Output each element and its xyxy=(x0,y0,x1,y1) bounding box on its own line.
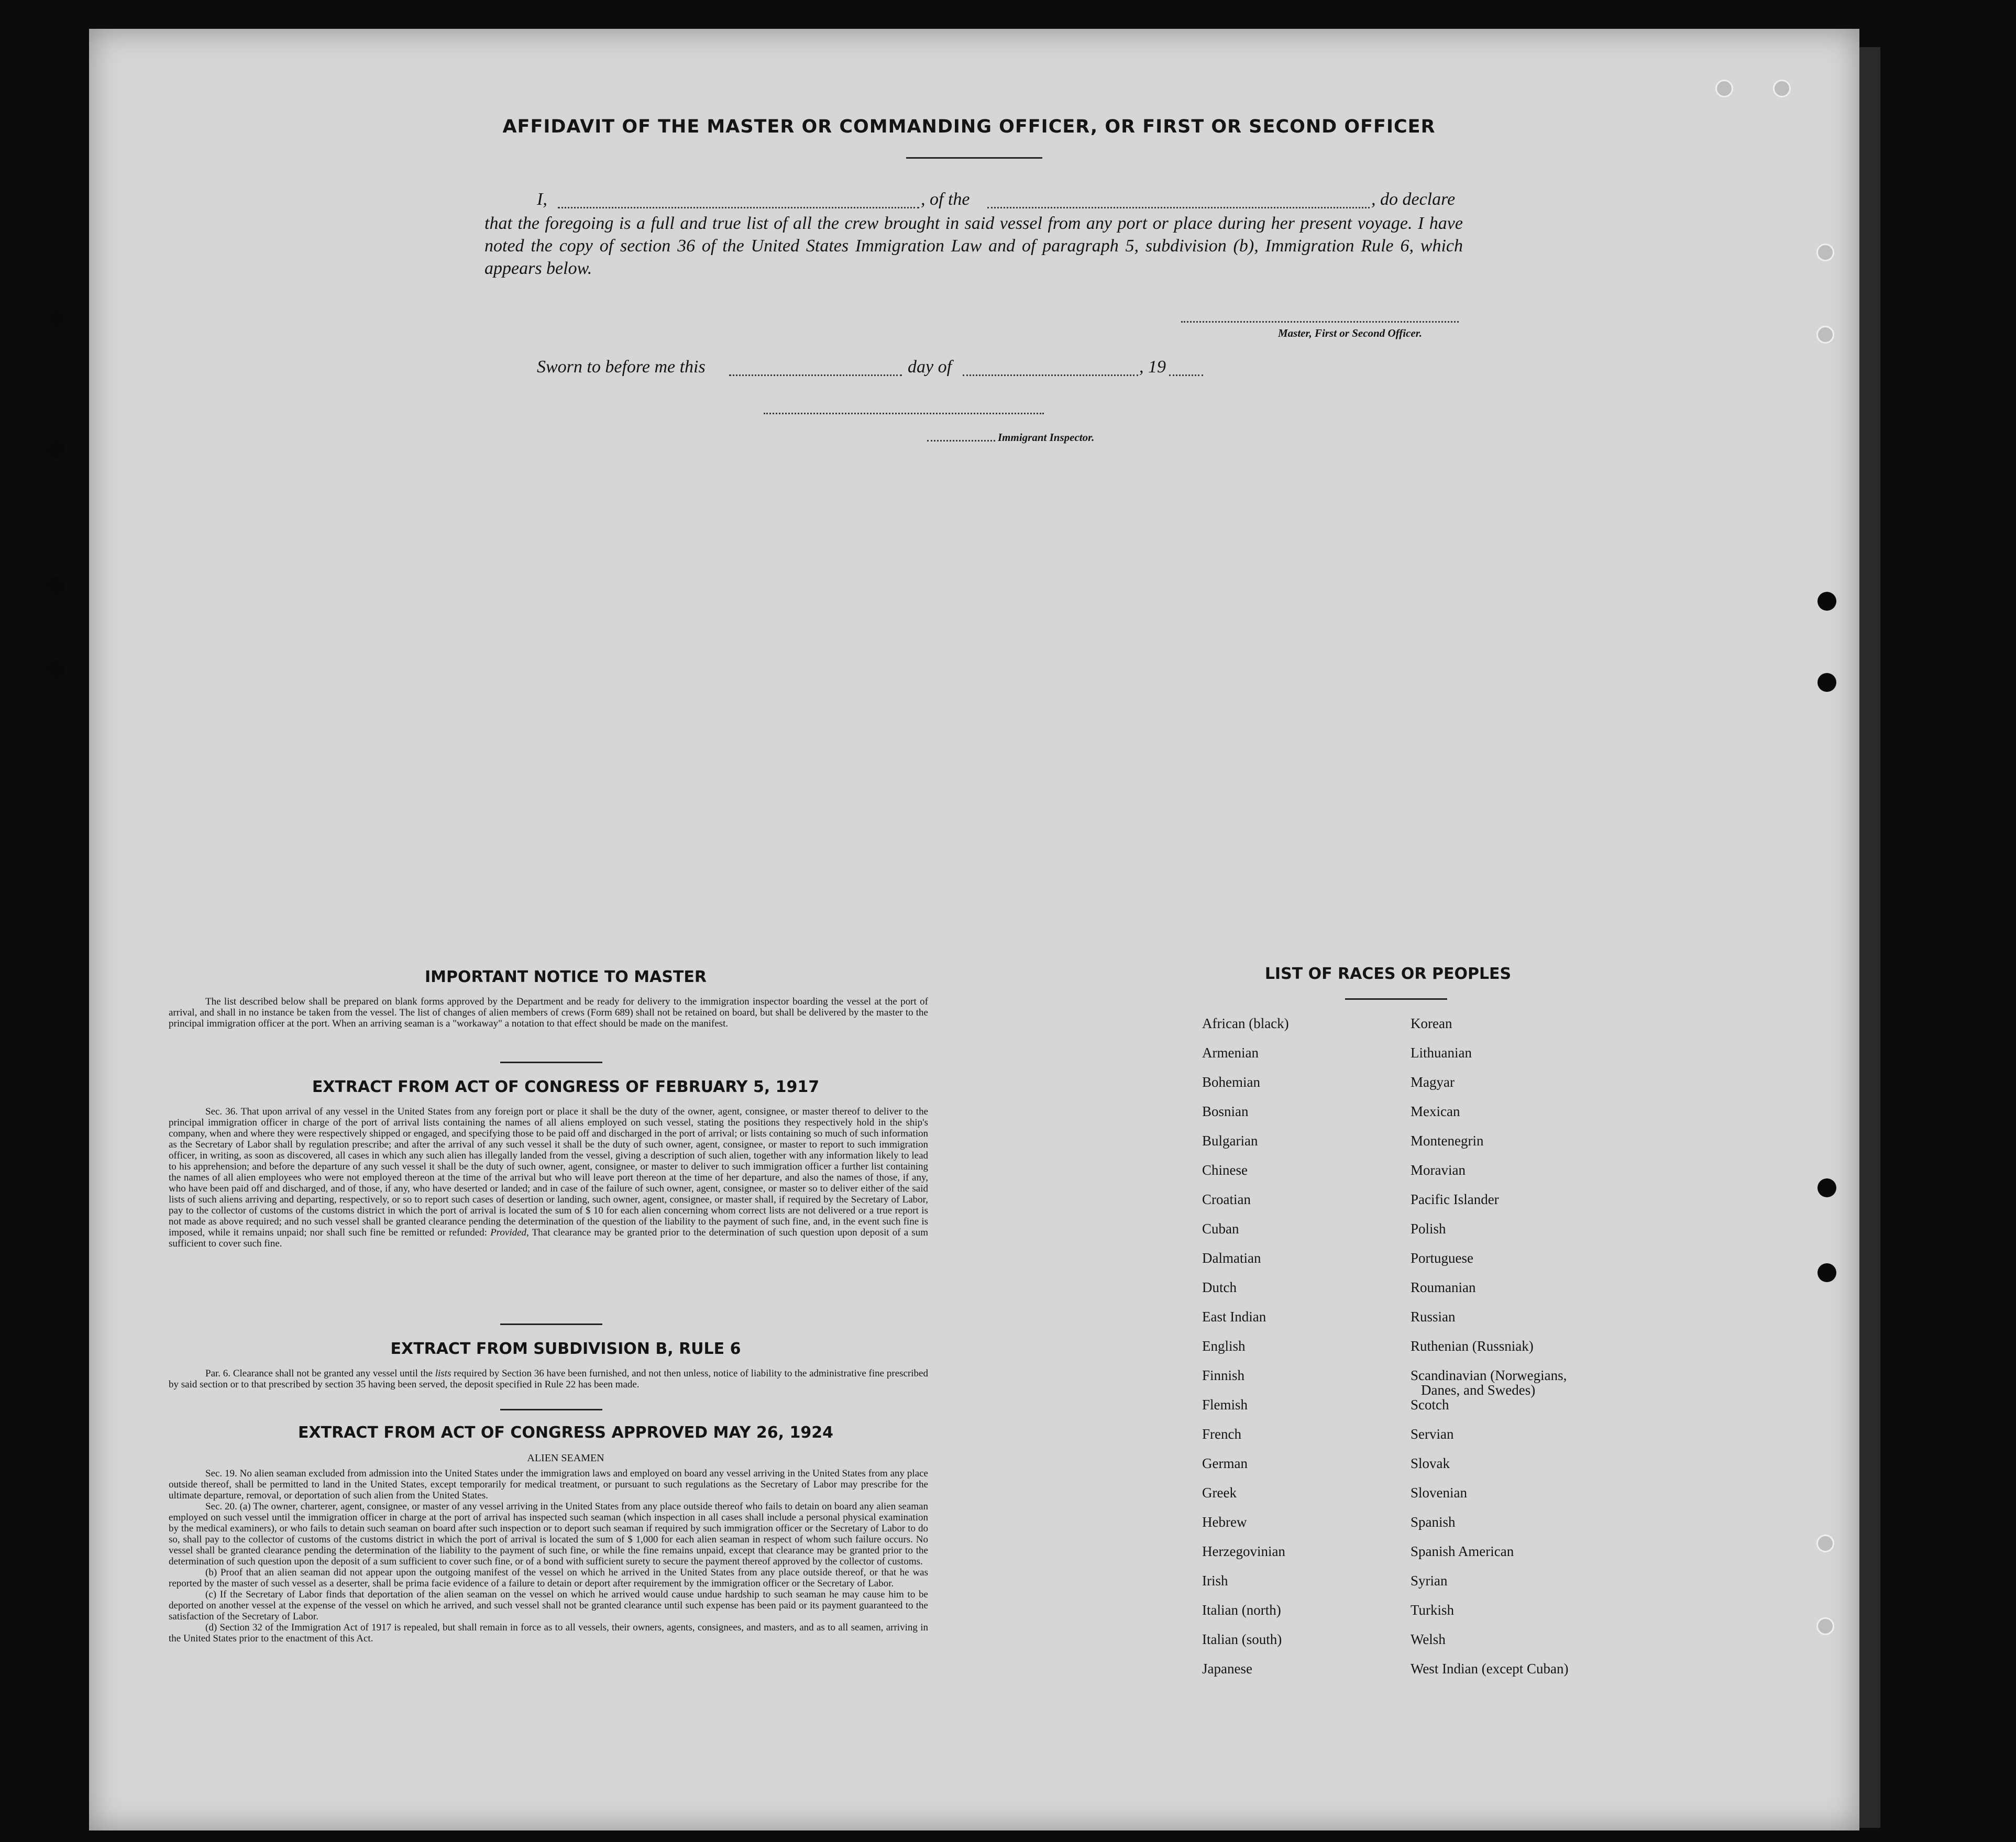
binder-hole xyxy=(1817,592,1836,611)
race-item-continuation: Danes, and Swedes) xyxy=(1421,1382,1536,1398)
race-item: Slovenian xyxy=(1411,1485,1467,1501)
rule6-lists: lists xyxy=(435,1368,451,1379)
race-item: Ruthenian (Russniak) xyxy=(1411,1338,1534,1354)
master-caption: Master, First or Second Officer. xyxy=(1278,327,1422,339)
race-item: German xyxy=(1202,1455,1248,1471)
race-item: Turkish xyxy=(1411,1602,1455,1618)
races-title: LIST OF RACES OR PEOPLES xyxy=(1264,965,1512,983)
race-item: Chinese xyxy=(1202,1162,1248,1178)
binder-hole xyxy=(1816,326,1834,344)
binder-hole xyxy=(1816,244,1834,261)
divider xyxy=(500,1323,602,1325)
extract-1917-text xyxy=(169,1106,928,1249)
race-item: West Indian (except Cuban) xyxy=(1411,1661,1569,1676)
binder-hole xyxy=(1817,1178,1836,1197)
binder-hole xyxy=(1773,80,1791,97)
day-of-text: day of xyxy=(908,357,952,377)
binder-hole xyxy=(1817,1263,1836,1282)
race-item: Korean xyxy=(1411,1016,1452,1031)
binder-hole xyxy=(1817,673,1836,692)
race-item: Moravian xyxy=(1411,1162,1466,1178)
race-item: Spanish xyxy=(1411,1514,1456,1530)
rule6-text-b: required by Section 36 have been furnished, and not then unless, notice of liability to the administrative fine prescribed by said section or to that prescribed by section 35 having been served, the deposit specified in Rule 22 has been made. xyxy=(169,1368,928,1390)
sworn-month-blank[interactable] xyxy=(963,374,1138,376)
extract-1924-title: EXTRACT FROM ACT OF CONGRESS APPROVED MAY 26, 1924 xyxy=(298,1424,833,1442)
races-column-2 xyxy=(1411,1016,1704,1691)
affidavit-body: that the foregoing is a full and true list of all the crew brought in said vessel from any port or place during her present voyage. I have noted the copy of section 36 of the United States Immigration Law and of paragraph 5, subdivision (b), Immigration Rule 6, which appears below. xyxy=(484,214,1463,278)
binder-hole xyxy=(46,440,65,459)
race-item: Dutch xyxy=(1202,1280,1237,1295)
race-item: Pacific Islander xyxy=(1411,1192,1499,1207)
proviso-text: That clearance may be granted prior to the determination of such question upon deposit of a sum sufficient to cover such fine. xyxy=(169,1227,928,1249)
race-item: Spanish American xyxy=(1411,1543,1514,1559)
master-signature-blank[interactable] xyxy=(1181,321,1459,323)
proviso-word: Provided, xyxy=(490,1227,529,1238)
binder-hole xyxy=(1715,80,1733,97)
race-item: Scotch xyxy=(1411,1397,1449,1413)
race-item: Flemish xyxy=(1202,1397,1248,1413)
sec20b-paragraph: (b) Proof that an alien seaman did not appear upon the outgoing manifest of the vessel on which he arrived in the United States from any place outside thereof, or that he was reported by the master of such vessel as a deserter, shall be prima facie evidence of a failure to detain or deport after requirement by the immigration officer or the Secretary of Labor. xyxy=(169,1567,928,1589)
race-item: Irish xyxy=(1202,1573,1228,1589)
page-edge-shadow xyxy=(1859,47,1880,1828)
race-item: Italian (north) xyxy=(1202,1602,1281,1618)
binder-hole xyxy=(46,576,65,595)
binder-hole xyxy=(1816,1535,1834,1552)
race-item: Croatian xyxy=(1202,1192,1251,1207)
race-item: Bulgarian xyxy=(1202,1133,1258,1149)
race-item: Cuban xyxy=(1202,1221,1239,1237)
race-item: Russian xyxy=(1411,1309,1456,1325)
races-column-1 xyxy=(1202,1016,1401,1691)
rule6-title: EXTRACT FROM SUBDIVISION B, RULE 6 xyxy=(390,1340,741,1358)
extract-1924-subtitle: ALIEN SEAMEN xyxy=(527,1452,604,1464)
race-item: Herzegovinian xyxy=(1202,1543,1285,1559)
race-item: Scandinavian (Norwegians, xyxy=(1411,1367,1567,1383)
name-blank[interactable] xyxy=(558,207,919,208)
year-prefix: , 19 xyxy=(1139,357,1166,377)
race-item: Servian xyxy=(1411,1426,1454,1442)
race-item: Greek xyxy=(1202,1485,1237,1501)
affidavit-do-declare: , do declare xyxy=(1371,190,1456,209)
race-item: Armenian xyxy=(1202,1045,1259,1061)
race-item: Roumanian xyxy=(1411,1280,1476,1295)
inspector-prefix-blank[interactable] xyxy=(927,440,995,442)
race-item: Syrian xyxy=(1411,1573,1448,1589)
race-item: Montenegrin xyxy=(1411,1133,1484,1149)
inspector-signature-blank[interactable] xyxy=(764,413,1044,414)
extract-1917-body: Sec. 36. That upon arrival of any vessel in the United States from any foreign port or place it shall be the duty of the owner, agent, consignee, or master thereof to deliver to the principal immigration officer in charge of the port of arrival lists containing the names of all aliens employed on such vessel, stating the positions they respectively hold in the ship's company, when and where they were respectively shipped or engaged, and specifying those to be paid off and discharged in the port of arrival; or lists containing so much of such information as the Secretary of Labor shall by regulation prescribe; and after the arrival of any such vessel it shall be the duty of such owner, agent, consignee, or master to report to such immigration officer, in writing, as soon as discovered, all cases in which any such alien has illegally landed from the vessel, giving a description of such alien, together with any information likely to lead to his apprehension; and before the departure of any such vessel it shall be the duty of such owner, agent, consignee, or master to deliver to such immigration officer a further list containing the names of all alien employees who were not employed thereon at the time of the arrival but who will leave port thereon at the time of her departure, and also the names of those, if any, who have been paid off and discharged, and of those, if any, who have deserted or landed; and in case of the failure of such owner, agent, consignee, or master so to deliver either of the said lists of such aliens arriving and departing, respectively, or so to report such cases of desertion or landing, such owner, agent, consignee, or master shall, if required by the Secretary of Labor, pay to the collector of customs of the customs district in which the port of arrival is located the sum of $ 10 for each alien concerning whom correct lists are not delivered or a true report is not made as above required; and no such vessel shall be granted clearance pending the determination of the question of the liability to the payment of such fine, and, in the event such fine is imposed, while it remains unpaid; nor shall such fine be remitted or refunded: xyxy=(169,1106,928,1238)
sec20c-paragraph: (c) If the Secretary of Labor finds that deportation of the alien seaman on the vessel on which he arrived would cause undue hardship to such seaman he may cause him to be deported on another vessel at the expense of the vessel on which he arrived, and such vessel shall not be granted clearance until such expense has been paid or its payment guaranteed to the satisfaction of the Secretary of Labor. xyxy=(169,1589,928,1622)
race-item: Dalmatian xyxy=(1202,1250,1261,1266)
binder-hole xyxy=(47,309,66,328)
affidavit-i: I, xyxy=(537,190,547,209)
race-item: Finnish xyxy=(1202,1367,1245,1383)
race-item: Bohemian xyxy=(1202,1074,1260,1090)
race-item: Welsh xyxy=(1411,1631,1446,1647)
race-item: Magyar xyxy=(1411,1074,1455,1090)
inspector-caption: Immigrant Inspector. xyxy=(998,431,1095,444)
title-underline xyxy=(906,157,1042,159)
sworn-year-blank[interactable] xyxy=(1169,374,1203,376)
divider xyxy=(500,1409,602,1410)
sworn-text: Sworn to before me this xyxy=(537,357,706,377)
divider xyxy=(500,1062,602,1063)
race-item: Hebrew xyxy=(1202,1514,1247,1530)
race-item: Slovak xyxy=(1411,1455,1450,1471)
sworn-day-blank[interactable] xyxy=(729,374,902,376)
sec19-paragraph: Sec. 19. No alien seaman excluded from admission into the United States under the immigration laws and employed on board any vessel arriving in the United States from any place outside thereof, shall be permitted to land in the United States, except temporarily for medical treatment, or pursuant to such regulations as the Secretary of Labor may prescribe for the ultimate departure, removal, or deportation of such alien from the United States. xyxy=(169,1468,928,1501)
race-item: French xyxy=(1202,1426,1241,1442)
race-item: Lithuanian xyxy=(1411,1045,1472,1061)
race-item: Portuguese xyxy=(1411,1250,1473,1266)
rule6-text xyxy=(169,1368,928,1390)
race-item: African (black) xyxy=(1202,1016,1289,1031)
binder-hole xyxy=(46,660,65,679)
race-item: Bosnian xyxy=(1202,1104,1249,1119)
race-item: Mexican xyxy=(1411,1104,1460,1119)
sec20d-paragraph: (d) Section 32 of the Immigration Act of 1917 is repealed, but shall remain in force as to all vessels, their owners, agents, consignees, and masters, and as to all seamen, arriving in the United States prior to the enactment of this Act. xyxy=(169,1622,928,1644)
notice-text: The list described below shall be prepared on blank forms approved by the Department and be ready for delivery to the immigration inspector boarding the vessel at the port of arrival, and shall in no instance be taken from the vessel. The list of changes of alien members of crews (Form 689) shall not be retained on board, but shall be delivered by the master to the principal immigration officer at the port. When an arriving seaman is a "workaway" a notation to that effect should be made on the manifest. xyxy=(169,996,928,1029)
divider xyxy=(1345,998,1447,1000)
binder-hole xyxy=(1816,1617,1834,1635)
affidavit-of-the: , of the xyxy=(921,190,970,209)
extract-1924-text xyxy=(169,1468,928,1644)
sec20a-paragraph: Sec. 20. (a) The owner, charterer, agent, consignee, or master of any vessel arriving in the United States from any place outside thereof who fails to detain on board any alien seaman employed on such vessel until the immigration officer in charge at the port of arrival has inspected such seaman (which inspection in all cases shall include a personal physical examination by the medical examiners), or who fails to detain such seaman on board after such inspection or to deport such seaman if required by such immigration officer or the Secretary of Labor to do so, shall pay to the collector of customs of the customs district in which the port of arrival is located the sum of $ 1,000 for each alien seaman in respect of whom such failure occurs. No vessel shall be granted clearance pending the determination of the liability to the payment of such fine, or while the fine remains unpaid, except that clearance may be granted prior to the determination of such question upon the deposit of a sum sufficient to cover such fine, or of a bond with sufficient surety to secure the payment thereof approved by the collector of customs. xyxy=(169,1501,928,1567)
rule6-text-a: Par. 6. Clearance shall not be granted any vessel until the xyxy=(205,1368,433,1379)
race-item: Polish xyxy=(1411,1221,1446,1237)
race-item: Italian (south) xyxy=(1202,1631,1282,1647)
race-item: Japanese xyxy=(1202,1661,1252,1676)
race-item: East Indian xyxy=(1202,1309,1266,1325)
vessel-blank[interactable] xyxy=(987,207,1370,208)
race-item: English xyxy=(1202,1338,1246,1354)
affidavit-title: AFFIDAVIT OF THE MASTER OR COMMANDING OFFICER, OR FIRST OR SECOND OFFICER xyxy=(502,116,1436,137)
extract-1917-title: EXTRACT FROM ACT OF CONGRESS OF FEBRUARY 5, 1917 xyxy=(312,1078,820,1096)
notice-title: IMPORTANT NOTICE TO MASTER xyxy=(425,968,707,986)
